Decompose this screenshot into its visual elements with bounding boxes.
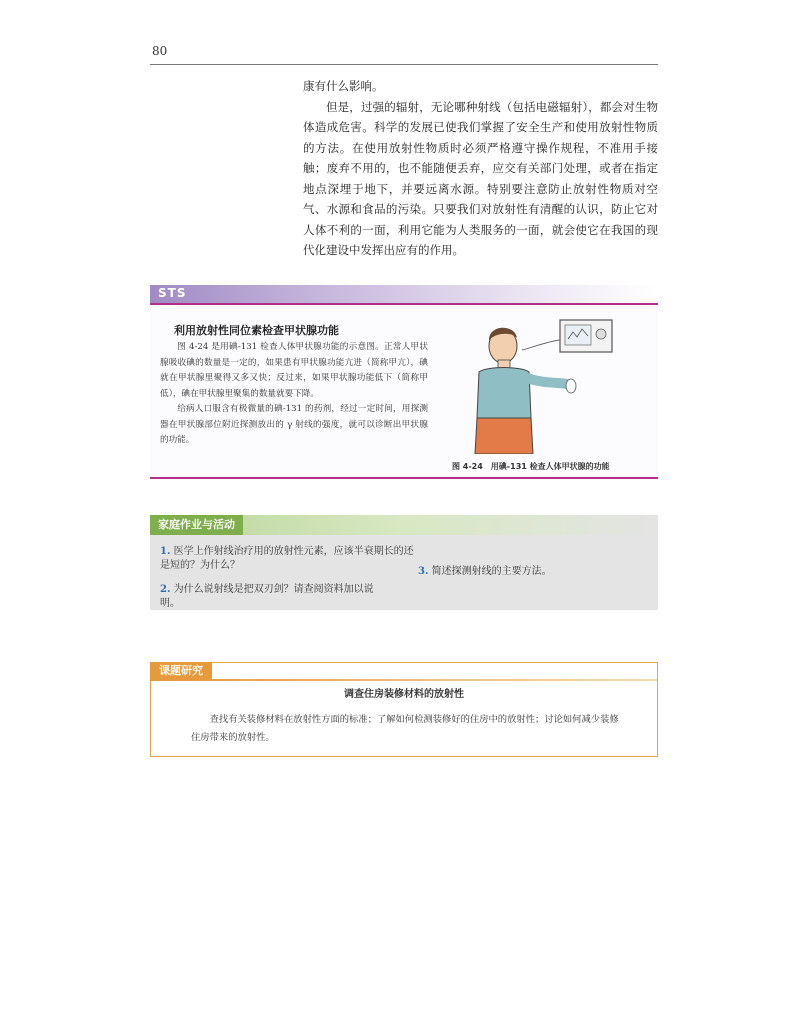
sts-title: 利用放射性同位素检查甲状腺功能	[174, 324, 339, 337]
sts-top-rule	[150, 303, 658, 305]
paragraph: 但是，过强的辐射，无论哪种射线（包括电磁辐射），都会对生物体造成危害。科学的发展已使我们掌握了安全生产和使用放射性物质的方法。在使用放射性物质时必须严格遵守操作规程，不准用手接触；废弃不用的，也不能随便丢弃，应交有关部门处理，或者在指定地点深埋于地下，并要远离水源。特别要注意防止放射性物质对空气、水源和食品的污染。只要我们对放射性有清醒的认识，防止它对人体不利的一面，利用它能为人类服务的一面，就会使它在我国的现代化建设中发挥出应有的作用。	[303, 99, 658, 257]
sts-label: STS	[158, 286, 187, 300]
research-project-panel	[150, 662, 658, 757]
detector-cable	[522, 340, 560, 350]
arm	[527, 378, 567, 384]
paragraph: 查找有关装修材料在放射性方面的标准；了解如何检测装修好的住房中的放射性；讨论如何减少装修住房带来的放射性。	[191, 714, 619, 743]
homework-panel	[150, 515, 658, 610]
homework-item	[160, 545, 415, 573]
item-text: 为什么说射线是把双刃剑？请查阅资料加以说明。	[160, 584, 374, 609]
homework-item	[418, 565, 638, 579]
item-text: 简述探测射线的主要方法。	[431, 566, 552, 577]
paragraph: 图 4-24 是用碘-131 检查人体甲状腺功能的示意图。正常人甲状腺吸收碘的数量是一定的，如果患有甲状腺功能亢进（简称甲亢），碘就在甲状腺里聚得又多又快；反过来，如果甲状腺功能低下（简称甲低），碘在甲状腺里聚集的数量就要下降。	[160, 342, 428, 399]
page-number: 80	[152, 44, 168, 58]
paragraph: 康有什么影响。	[303, 79, 384, 93]
item-number: 3.	[418, 566, 429, 577]
main-text	[303, 76, 658, 261]
project-title: 调查住房装修材料的放射性	[344, 689, 464, 700]
homework-item	[160, 583, 390, 611]
item-number: 1.	[160, 546, 171, 557]
sts-header-bar	[150, 285, 658, 303]
shirt	[477, 368, 531, 419]
item-text: 医学上作射线治疗用的放射性元素，应该半衰期长的还是短的？为什么？	[160, 546, 414, 571]
paragraph: 给病人口服含有极微量的碘-131 的药剂，经过一定时间，用探测器在甲状腺部位附近探测放出的 γ 射线的强度，就可以诊断出甲状腺的功能。	[160, 404, 428, 445]
item-number: 2.	[160, 584, 171, 595]
thyroid-scan-illustration	[465, 314, 625, 454]
project-text	[191, 711, 621, 747]
header-rule	[150, 64, 658, 65]
sts-bottom-rule	[150, 477, 658, 479]
project-header-stripe	[151, 679, 657, 681]
dial-knob	[596, 329, 606, 339]
project-label: 课题研究	[150, 662, 212, 680]
sts-text	[160, 340, 428, 449]
trousers	[475, 418, 533, 454]
cup	[566, 379, 576, 393]
homework-label: 家庭作业与活动	[150, 515, 243, 535]
figure-caption: 图 4-24 用碘-131 检查人体甲状腺的功能	[452, 462, 610, 471]
